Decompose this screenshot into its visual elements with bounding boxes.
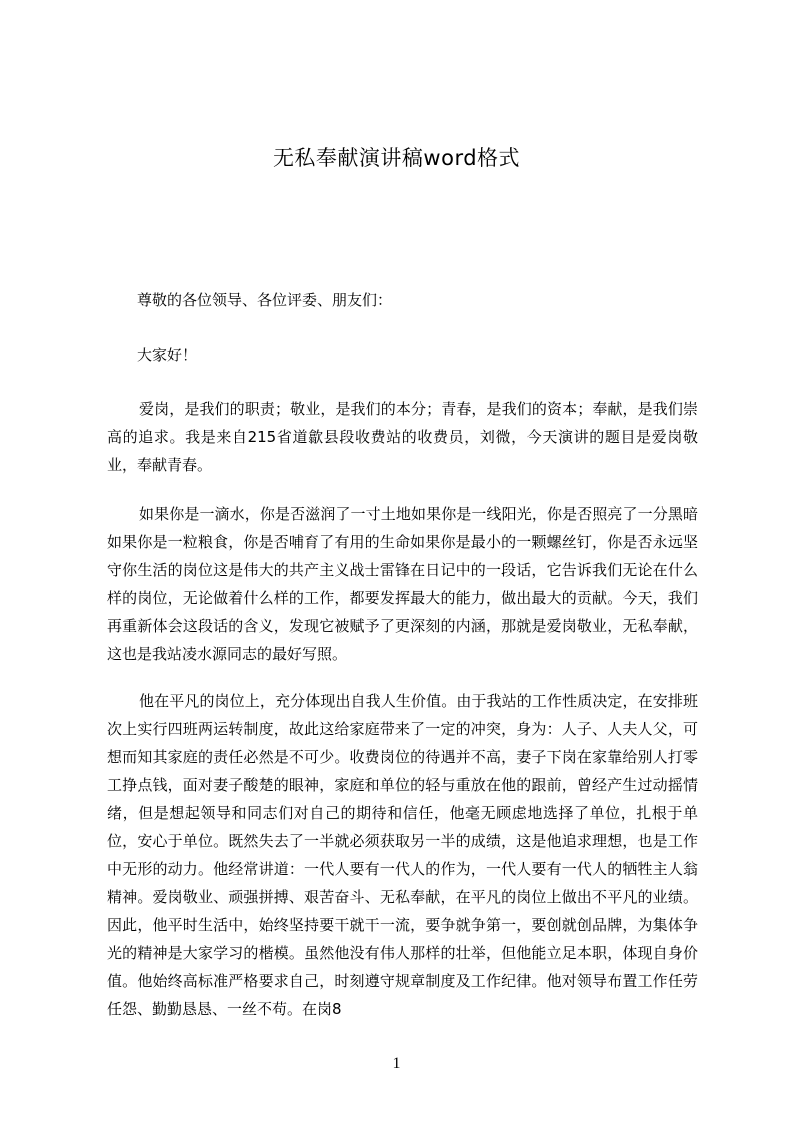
greeting: [107, 341, 698, 369]
document-title: 无私奉献演讲稿word格式: [272, 146, 521, 170]
paragraph-1: [107, 395, 698, 479]
paragraph-text: 如果你是一滴水，你是否滋润了一寸土地如果你是一线阳光，你是否照亮了一分黑暗如果你是一粒粮食，你是否哺育了有用的生命如果你是最小的一颗螺丝钉，你是否永远坚守你生活的岗位这是伟大的共产主义战士雷锋在日记中的一段话，它告诉我们无论在什么样的岗位，无论做着什么样的工作，都要发挥最大的能力，做出最大的贡献。今天，我们再重新体会这段话的含义，发现它被赋予了更深刻的内涵，那就是爱岗敬业，无私奉献，这也是我站凌水源同志的最好写照。: [107, 505, 698, 663]
salutation: [107, 286, 698, 314]
greeting-text: 大家好！: [137, 346, 198, 364]
page-number: 1: [392, 1055, 401, 1072]
paragraph-text: 爱岗，是我们的职责；敬业，是我们的本分；青春，是我们的资本；奉献，是我们崇高的追求。我是来自215省道歙县段收费站的收费员，刘微，今天演讲的题目是爱岗敬业，奉献青春。: [107, 400, 698, 474]
paragraph-3: [107, 687, 698, 1023]
salutation-text: 尊敬的各位领导、各位评委、朋友们：: [137, 291, 393, 309]
paragraph-2: [107, 500, 698, 668]
paragraph-text: 他在平凡的岗位上，充分体现出自我人生价值。由于我站的工作性质决定，在安排班次上实行四班两运转制度，故此这给家庭带来了一定的冲突，身为：人子、人夫人父，可想而知其家庭的责任必然是不可少。收费岗位的待遇并不高，妻子下岗在家靠给别人打零工挣点钱，面对妻子酸楚的眼神，家庭和单位的轻与重放在他的跟前，曾经产生过动摇情绪，但是想起领导和同志们对自己的期待和信任，他毫无顾虑地选择了单位，扎根于单位，安心于单位。既然失去了一半就必须获取另一半的成绩，这是他追求理想，也是工作中无形的动力。他经常讲道：一代人要有一代人的作为，一代人要有一代人的牺牲主人翁精神。爱岗敬业、顽强拼搏、艰苦奋斗、无私奉献，在平凡的岗位上做出不平凡的业绩。因此，他平时生活中，始终坚持要干就干一流，要争就争第一，要创就创品牌，为集体争光的精神是大家学习的楷模。虽然他没有伟人那样的壮举，但他能立足本职，体现自身价值。他始终高标准严格要求自己，时刻遵守规章制度及工作纪律。他对领导布置工作任劳任怨、勤勤恳恳、一丝不苟。在岗8: [107, 692, 698, 1018]
